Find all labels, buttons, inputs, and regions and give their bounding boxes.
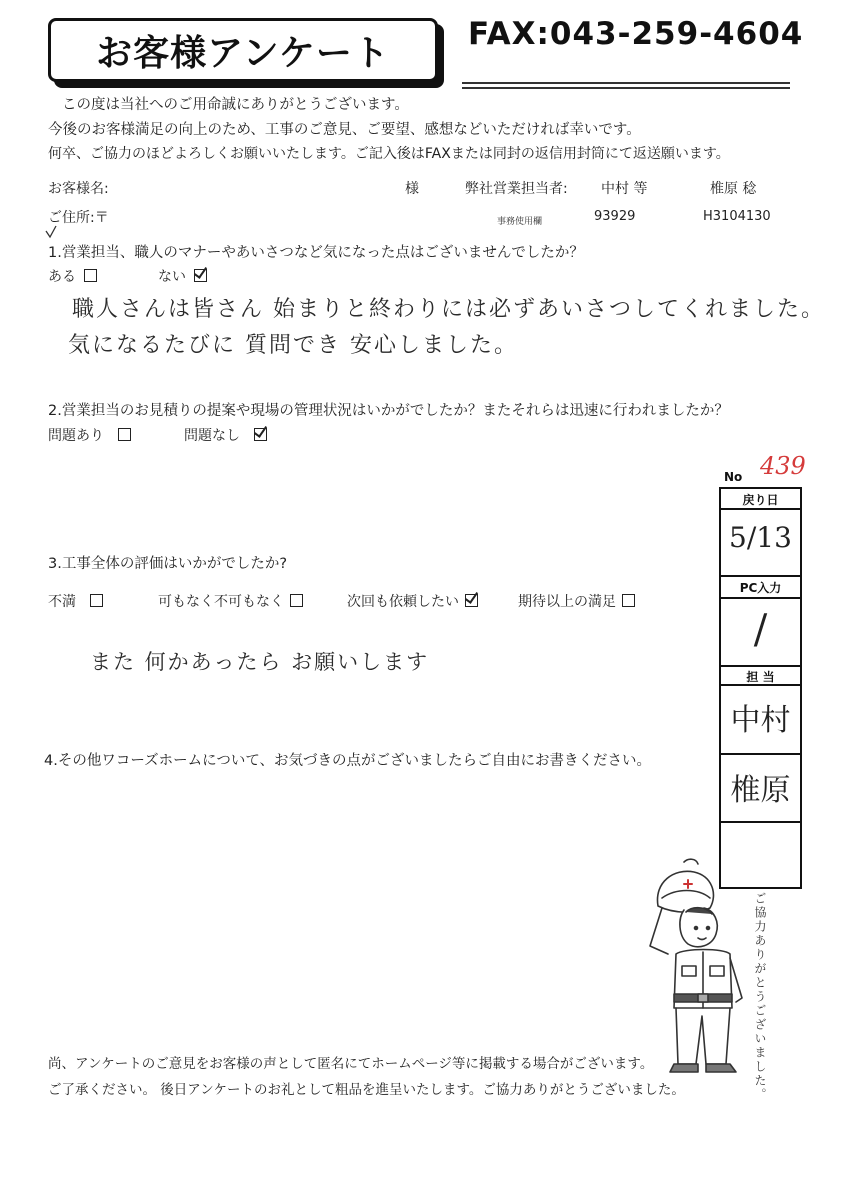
person-in-charge-2: 椎原 [730, 773, 791, 808]
option-neutral[interactable]: 可もなく不可もなく [158, 591, 303, 611]
checkbox-checked[interactable] [254, 428, 267, 441]
intro-line: 今後のお客様満足の向上のため、工事のご意見、ご要望、感想などいただければ幸いです。 [48, 122, 641, 138]
handwritten-answer: 職人さんは皆さん 始まりと終わりには必ずあいさつしてくれました。 [72, 297, 825, 322]
divider [721, 508, 800, 510]
pc-input-label: PC入力 [739, 581, 782, 595]
divider [721, 597, 800, 599]
person-in-charge-1: 中村 [730, 703, 791, 738]
option-issue[interactable]: 問題あり [48, 425, 131, 445]
fax-number: FAX:043-259-4604 [468, 16, 804, 52]
return-date-label: 戻り日 [742, 493, 779, 507]
return-date-value: 5/13 [729, 521, 792, 554]
survey-title: お客様アンケート [48, 18, 438, 82]
divider [721, 684, 800, 686]
office-code-2: H3104130 [703, 209, 771, 224]
divider [721, 821, 800, 823]
vertical-thanks: ご協力ありがとうございました。 [753, 892, 767, 1102]
footer-notice: ご了承ください。 後日アンケートのお礼として粗品を進呈いたします。ご協力ありがとうございました。 [48, 1082, 685, 1098]
option-request-again[interactable]: 次回も依頼したい [347, 591, 478, 611]
divider [721, 575, 800, 577]
person-in-charge-label: 担 当 [746, 670, 775, 684]
handwritten-answer: また 何かあったら お願いします [90, 650, 430, 674]
office-code-1: 93929 [594, 209, 636, 224]
sales-rep-2: 椎原 稔 [710, 181, 757, 197]
question-3: 3.工事全体の評価はいかがでしたか? [48, 556, 288, 572]
checkbox[interactable] [118, 428, 131, 441]
divider [462, 82, 790, 84]
option-dissatisfied[interactable]: 不満 [48, 591, 103, 611]
intro-line: 何卒、ご協力のほどよろしくお願いいたします。ご記入後はFAXまたは同封の返信用封筒にて返送願います。 [48, 146, 730, 162]
sales-rep-1: 中村 等 [601, 181, 648, 197]
checkbox-checked[interactable] [465, 594, 478, 607]
checkbox[interactable] [90, 594, 103, 607]
customer-name-label: お客様名: [48, 181, 109, 197]
pc-input-value: / [753, 607, 768, 653]
checkbox[interactable] [84, 269, 97, 282]
survey-number: 439 [760, 452, 806, 480]
divider [721, 665, 800, 667]
question-2: 2.営業担当のお見積りの提案や現場の管理状況はいかがでしたか？またそれらは迅速に行われましたか？ [48, 403, 729, 419]
question-1: 1.営業担当、職人のマナーやあいさつなど気になった点はございませんでしたか？ [48, 245, 584, 261]
honorific: 様 [405, 181, 419, 197]
office-use-label: 事務使用欄 [497, 217, 543, 227]
office-panel [719, 487, 802, 889]
address-label: ご住所:〒 [48, 210, 109, 226]
sales-rep-label: 弊社営業担当者: [465, 181, 568, 197]
question-4: 4.その他ワコーズホームについて、お気づきの点がございましたらご自由にお書きください。 [44, 753, 652, 769]
divider [462, 87, 790, 89]
option-no-issue[interactable]: 問題なし [184, 425, 267, 445]
checkbox[interactable] [622, 594, 635, 607]
footer-notice: 尚、アンケートのご意見をお客様の声として匿名にてホームページ等に掲載する場合がございます。 [48, 1056, 654, 1072]
checkbox[interactable] [290, 594, 303, 607]
intro-line: この度は当社へのご用命誠にありがとうございます。 [62, 97, 409, 113]
check-mark-icon [44, 225, 58, 239]
worker-illustration-icon [640, 858, 752, 1080]
option-beyond-expectations[interactable]: 期待以上の満足 [518, 591, 635, 611]
divider [721, 753, 800, 755]
number-label: No [724, 470, 743, 484]
option-yes[interactable]: ある [48, 266, 97, 286]
checkbox-checked[interactable] [194, 269, 207, 282]
handwritten-answer: 気になるたびに 質問でき 安心しました。 [68, 333, 518, 358]
option-no[interactable]: ない [158, 266, 207, 286]
